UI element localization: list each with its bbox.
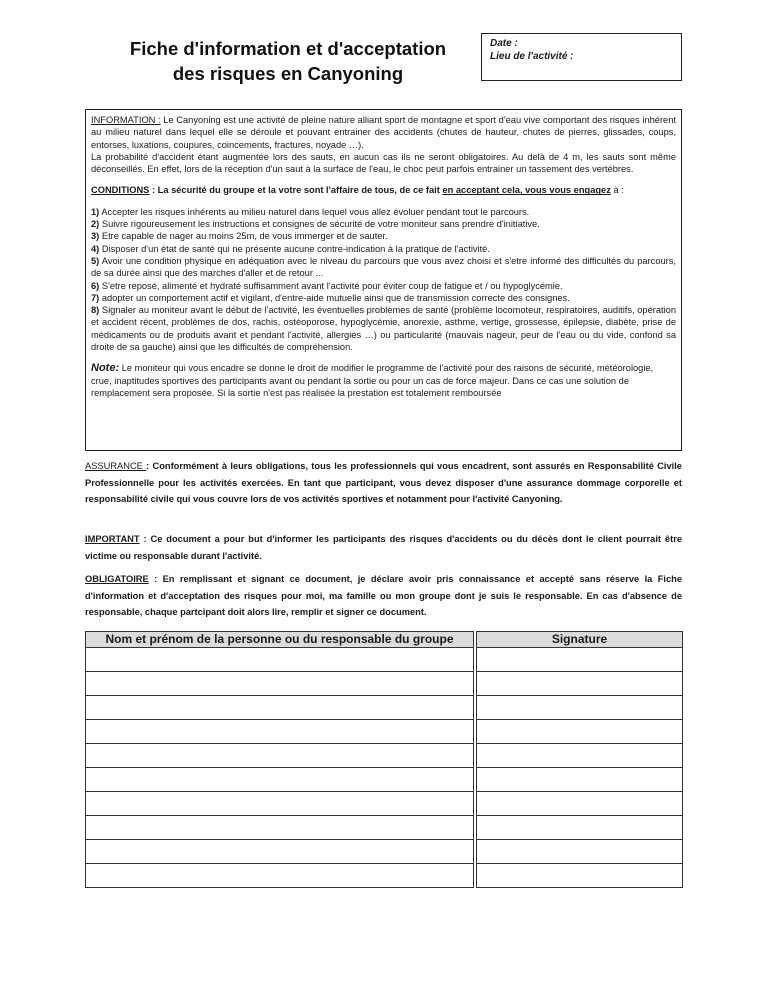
condition-item xyxy=(91,218,676,230)
obligatoire-paragraph xyxy=(85,571,682,621)
note-paragraph xyxy=(91,362,676,399)
assurance-paragraph xyxy=(85,458,682,508)
condition-item xyxy=(91,292,676,304)
page-title xyxy=(110,36,466,86)
table-row xyxy=(86,720,683,744)
table-row xyxy=(86,744,683,768)
conditions-list xyxy=(91,206,676,354)
condition-number: 5) xyxy=(91,255,100,266)
signature-cell[interactable] xyxy=(477,672,683,696)
condition-text: Signaler au moniteur avant le début de l'activité, les éventuelles problèmes de santé (problème locomoteur, respiratoires, auditifs, opération et accident récent, problèmes de dos, rachis, ostéoporose, hypoglycémie, anorexie, asthme, vertige, grossesse, épilepsie, diabète, prise de médicaments ou de produits avant et pendant l'activité, allergies …) ou particularité (mauvais nageur, peur de l'eau ou du vide, confond sa droite de sa gauche) ainsi que les difficultés de compréhension. xyxy=(91,305,676,353)
condition-item xyxy=(91,280,676,292)
signature-cell[interactable] xyxy=(477,792,683,816)
note-label: Note: xyxy=(91,362,120,375)
condition-text: Disposer d'un état de santé qui ne présente aucune contre-indication à la pratique de l'activité. xyxy=(99,243,490,254)
condition-item xyxy=(91,243,676,255)
table-row xyxy=(86,864,683,888)
condition-number: 7) xyxy=(91,292,100,303)
condition-number: 2) xyxy=(91,219,100,230)
name-cell[interactable] xyxy=(86,720,474,744)
obligatoire-label: OBLIGATOIRE xyxy=(85,574,149,584)
information-text-1: Le Canyoning est une activité de pleine nature alliant sport de montagne et sport d'eau vive comportant des risques inhérent au milieu naturel dans lequel elle se déroule et pouvant entrainer des accidents (chutes de hauteur, chutes de pierres, glissades, coups, entorses, luxations, coupures, coincements, fractures, noyade …). xyxy=(91,115,676,150)
table-header-row xyxy=(86,632,683,648)
condition-item xyxy=(91,206,676,218)
signature-cell[interactable] xyxy=(477,816,683,840)
information-label: INFORMATION : xyxy=(91,115,161,125)
condition-text: Avoir une condition physique en adéquation avec le niveau du parcours que vous avez choisi et s'etre informé des difficultés du parcours, de sa durée ainsi que des marches d'aller et de retour ... xyxy=(91,255,676,279)
name-cell[interactable] xyxy=(86,768,474,792)
title-line-2: des risques en Canyoning xyxy=(172,63,404,84)
signature-cell[interactable] xyxy=(477,744,683,768)
signature-table-body xyxy=(86,648,683,888)
table-row xyxy=(86,672,683,696)
signature-cell[interactable] xyxy=(477,648,683,672)
table-row xyxy=(86,696,683,720)
name-cell[interactable] xyxy=(86,816,474,840)
conditions-intro-text: : La sécurité du groupe et la votre sont l'affaire de tous, de ce fait xyxy=(149,185,443,196)
signature-cell[interactable] xyxy=(477,768,683,792)
condition-number: 6) xyxy=(91,280,100,291)
obligatoire-text: : En remplissant et signant ce document, je déclare avoir pris connaissance et accepté sans réserve la Fiche d'information et d'acceptation des risques pour moi, ma famille ou mon groupe dont je suis le responsable. En cas d'absence de responsable, chaque partcipant doit alors lire, remplir et signer ce document. xyxy=(85,574,682,617)
conditions-intro-underlined: en acceptant cela, vous vous engagez xyxy=(442,185,611,196)
condition-number: 4) xyxy=(91,243,100,254)
date-label: Date : xyxy=(490,38,518,49)
condition-number: 1) xyxy=(91,206,100,217)
signature-column-header: Signature xyxy=(477,632,683,648)
condition-number: 8) xyxy=(91,305,100,316)
signature-cell[interactable] xyxy=(477,840,683,864)
signature-cell[interactable] xyxy=(477,720,683,744)
name-cell[interactable] xyxy=(86,648,474,672)
condition-text: adopter un comportement actif et vigilant, d'entre-aide mutuelle ainsi que de transmission correcte des consignes. xyxy=(99,292,570,303)
conditions-intro-end: à : xyxy=(610,185,624,196)
information-paragraph-2: La probabilité d'accident étant augmentée lors des sauts, en aucun cas ils ne seront obligatoires. Au delà de 4 m, les sauts sont même déconseillés. En effet, lors de la réception d'un saut à la surface de l'eau, le choc peut parfois entrainer un tassement des vertèbres. xyxy=(91,151,676,175)
name-cell[interactable] xyxy=(86,864,474,888)
information-conditions-box xyxy=(85,109,682,451)
important-paragraph xyxy=(85,531,682,564)
condition-item xyxy=(91,230,676,242)
assurance-text: : Conformément à leurs obligations, tous les professionnels qui vous encadrent, sont assurés en Responsabilité Civile Professionnelle pour les activités exercées. En tant que participant, vous devez disposer d'une assurance dommage corporelle et responsabilité civile qui vous couvre lors de vos activités sportives et notamment pour l'activité Canyoning. xyxy=(85,461,682,504)
information-paragraph xyxy=(91,114,676,151)
name-cell[interactable] xyxy=(86,672,474,696)
condition-text: Etre capable de nager au moins 25m, de vous immerger et de sauter. xyxy=(99,231,388,242)
signature-table xyxy=(85,631,683,888)
table-row xyxy=(86,816,683,840)
important-text: : Ce document a pour but d'informer les participants des risques d'accidents ou du décès dont le client pourrait être victime ou responsable durant l'activité. xyxy=(85,534,682,561)
condition-item xyxy=(91,255,676,280)
name-cell[interactable] xyxy=(86,792,474,816)
table-row xyxy=(86,768,683,792)
assurance-label: ASSURANCE xyxy=(85,461,147,471)
signature-cell[interactable] xyxy=(477,696,683,720)
signature-cell[interactable] xyxy=(477,864,683,888)
conditions-label: CONDITIONS xyxy=(91,185,150,196)
condition-text: Accepter les risques inhérents au milieu naturel dans lequel vous allez évoluer pendant tout le parcours. xyxy=(99,206,530,217)
date-location-box[interactable] xyxy=(481,33,682,81)
table-row xyxy=(86,648,683,672)
table-row xyxy=(86,840,683,864)
condition-item xyxy=(91,304,676,353)
name-cell[interactable] xyxy=(86,840,474,864)
note-text: Le moniteur qui vous encadre se donne le droit de modifier le programme de l'activité pour des raisons de sécurité, météorologie, crue, inaptitudes sportives des participants avant ou pendant la sortie ou pour un cas de force majeur. Dans ce cas une solution de remplacement sera proposée. Si la sortie n'est pas réalisée la prestation est totalement remboursée xyxy=(91,363,654,398)
conditions-intro xyxy=(91,184,676,196)
condition-number: 3) xyxy=(91,231,100,242)
lieu-label: Lieu de l'activité : xyxy=(490,51,574,62)
name-cell[interactable] xyxy=(86,696,474,720)
table-row xyxy=(86,792,683,816)
condition-text: S'etre reposé, alimenté et hydraté suffisamment avant l'activité pour éviter coup de fatigue et / ou hypoglycémie. xyxy=(99,280,563,291)
condition-text: Suivre rigoureusement les instructions et consignes de sécurité de votre moniteur sans prendre d'initiative. xyxy=(99,219,540,230)
name-cell[interactable] xyxy=(86,744,474,768)
title-line-1: Fiche d'information et d'acceptation xyxy=(129,38,447,59)
name-column-header: Nom et prénom de la personne ou du responsable du groupe xyxy=(86,632,474,648)
important-label: IMPORTANT xyxy=(85,534,140,544)
